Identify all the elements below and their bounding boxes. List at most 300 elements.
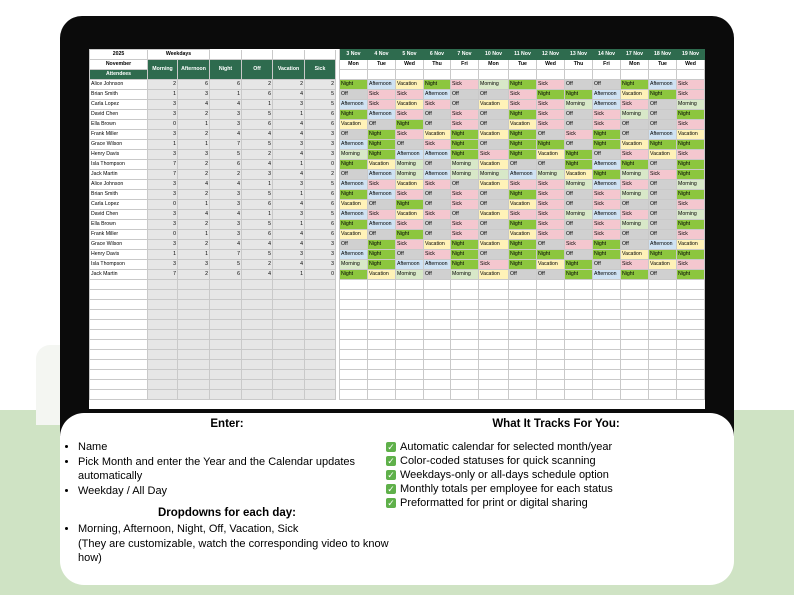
blank-cell[interactable] bbox=[677, 70, 705, 80]
empty-cell[interactable] bbox=[242, 300, 273, 310]
status-cell[interactable]: Night bbox=[424, 80, 451, 90]
empty-cell[interactable] bbox=[565, 300, 593, 310]
status-cell[interactable]: Morning bbox=[396, 160, 424, 170]
status-cell[interactable]: Morning bbox=[677, 180, 705, 190]
count-cell[interactable]: 4 bbox=[242, 160, 273, 170]
status-cell[interactable]: Morning bbox=[621, 220, 649, 230]
empty-cell[interactable] bbox=[242, 290, 273, 300]
count-cell[interactable]: 5 bbox=[242, 220, 273, 230]
status-cell[interactable]: Night bbox=[340, 160, 368, 170]
empty-cell[interactable] bbox=[148, 320, 178, 330]
status-cell[interactable]: Afternoon bbox=[368, 170, 396, 180]
count-cell[interactable]: 1 bbox=[242, 210, 273, 220]
count-cell[interactable]: 6 bbox=[305, 110, 336, 120]
empty-cell[interactable] bbox=[242, 380, 273, 390]
status-cell[interactable]: Off bbox=[424, 220, 451, 230]
weekday-header[interactable]: Tue bbox=[509, 60, 537, 70]
status-cell[interactable]: Sick bbox=[537, 100, 565, 110]
count-cell[interactable]: 2 bbox=[242, 260, 273, 270]
attendee-name[interactable]: David Chen bbox=[90, 210, 148, 220]
empty-cell[interactable] bbox=[396, 280, 424, 290]
blank-cell[interactable] bbox=[593, 70, 621, 80]
empty-cell[interactable] bbox=[509, 390, 537, 400]
count-cell[interactable]: 7 bbox=[210, 140, 242, 150]
empty-cell[interactable] bbox=[677, 350, 705, 360]
count-cell[interactable]: 3 bbox=[148, 130, 178, 140]
empty-cell[interactable] bbox=[396, 370, 424, 380]
status-cell[interactable]: Off bbox=[565, 190, 593, 200]
status-cell[interactable]: Off bbox=[565, 220, 593, 230]
status-cell[interactable]: Vacation bbox=[340, 230, 368, 240]
status-cell[interactable]: Night bbox=[621, 270, 649, 280]
header-blank[interactable] bbox=[242, 50, 273, 60]
status-cell[interactable]: Off bbox=[424, 160, 451, 170]
count-cell[interactable]: 4 bbox=[273, 170, 305, 180]
status-cell[interactable]: Night bbox=[368, 140, 396, 150]
empty-cell[interactable] bbox=[509, 300, 537, 310]
status-cell[interactable]: Night bbox=[537, 250, 565, 260]
empty-cell[interactable] bbox=[273, 280, 305, 290]
count-cell[interactable]: 5 bbox=[305, 100, 336, 110]
count-cell[interactable]: 3 bbox=[210, 230, 242, 240]
mode-cell[interactable]: Weekdays bbox=[148, 50, 210, 60]
status-cell[interactable]: Sick bbox=[677, 80, 705, 90]
empty-cell[interactable] bbox=[479, 280, 509, 290]
status-cell[interactable]: Night bbox=[649, 250, 677, 260]
status-cell[interactable]: Afternoon bbox=[368, 220, 396, 230]
count-cell[interactable]: 1 bbox=[178, 250, 210, 260]
status-cell[interactable]: Night bbox=[451, 250, 479, 260]
count-cell[interactable]: 1 bbox=[273, 270, 305, 280]
status-cell[interactable]: Vacation bbox=[509, 120, 537, 130]
attendees-header[interactable]: Attendees bbox=[90, 70, 148, 80]
empty-cell[interactable] bbox=[90, 380, 148, 390]
empty-cell[interactable] bbox=[677, 290, 705, 300]
weekday-header[interactable]: Mon bbox=[340, 60, 368, 70]
empty-cell[interactable] bbox=[677, 390, 705, 400]
status-cell[interactable]: Night bbox=[593, 170, 621, 180]
empty-cell[interactable] bbox=[90, 390, 148, 400]
count-cell[interactable]: 7 bbox=[148, 270, 178, 280]
empty-cell[interactable] bbox=[305, 280, 336, 290]
attendee-name[interactable]: Jack Martin bbox=[90, 270, 148, 280]
empty-cell[interactable] bbox=[273, 300, 305, 310]
status-cell[interactable]: Sick bbox=[677, 150, 705, 160]
status-cell[interactable]: Off bbox=[565, 80, 593, 90]
count-cell[interactable]: 6 bbox=[210, 270, 242, 280]
empty-cell[interactable] bbox=[305, 390, 336, 400]
count-cell[interactable]: 3 bbox=[148, 210, 178, 220]
empty-cell[interactable] bbox=[649, 300, 677, 310]
status-cell[interactable]: Sick bbox=[424, 100, 451, 110]
status-cell[interactable]: Vacation bbox=[424, 240, 451, 250]
count-cell[interactable]: 1 bbox=[148, 90, 178, 100]
empty-cell[interactable] bbox=[396, 360, 424, 370]
count-cell[interactable]: 3 bbox=[178, 90, 210, 100]
status-cell[interactable]: Off bbox=[451, 90, 479, 100]
weekday-header[interactable]: Mon bbox=[479, 60, 509, 70]
count-cell[interactable]: 4 bbox=[273, 240, 305, 250]
empty-cell[interactable] bbox=[451, 310, 479, 320]
attendee-name[interactable]: Jack Martin bbox=[90, 170, 148, 180]
empty-cell[interactable] bbox=[148, 390, 178, 400]
status-cell[interactable]: Afternoon bbox=[649, 130, 677, 140]
attendee-name[interactable]: Brian Smith bbox=[90, 190, 148, 200]
empty-cell[interactable] bbox=[451, 320, 479, 330]
status-cell[interactable]: Sick bbox=[677, 120, 705, 130]
status-cell[interactable]: Night bbox=[396, 200, 424, 210]
empty-cell[interactable] bbox=[242, 360, 273, 370]
status-cell[interactable]: Night bbox=[340, 220, 368, 230]
status-cell[interactable]: Sick bbox=[424, 250, 451, 260]
status-cell[interactable]: Sick bbox=[677, 260, 705, 270]
count-cell[interactable]: 4 bbox=[178, 100, 210, 110]
attendee-name[interactable]: Frank Miller bbox=[90, 130, 148, 140]
status-cell[interactable]: Vacation bbox=[396, 80, 424, 90]
count-cell[interactable]: 3 bbox=[273, 180, 305, 190]
empty-cell[interactable] bbox=[340, 350, 368, 360]
empty-cell[interactable] bbox=[593, 290, 621, 300]
empty-cell[interactable] bbox=[340, 290, 368, 300]
status-cell[interactable]: Afternoon bbox=[340, 140, 368, 150]
count-cell[interactable]: 3 bbox=[305, 240, 336, 250]
count-cell[interactable]: 2 bbox=[242, 80, 273, 90]
status-cell[interactable]: Night bbox=[677, 250, 705, 260]
date-header[interactable]: 17 Nov bbox=[621, 50, 649, 60]
status-cell[interactable]: Night bbox=[621, 80, 649, 90]
empty-cell[interactable] bbox=[210, 370, 242, 380]
empty-cell[interactable] bbox=[537, 370, 565, 380]
status-cell[interactable]: Afternoon bbox=[396, 150, 424, 160]
status-cell[interactable]: Sick bbox=[424, 210, 451, 220]
empty-cell[interactable] bbox=[210, 290, 242, 300]
empty-cell[interactable] bbox=[593, 320, 621, 330]
status-cell[interactable]: Night bbox=[509, 250, 537, 260]
empty-cell[interactable] bbox=[621, 280, 649, 290]
count-cell[interactable]: 3 bbox=[242, 170, 273, 180]
status-cell[interactable]: Off bbox=[479, 190, 509, 200]
status-cell[interactable]: Off bbox=[340, 130, 368, 140]
count-cell[interactable]: 4 bbox=[273, 120, 305, 130]
empty-cell[interactable] bbox=[649, 310, 677, 320]
status-cell[interactable]: Afternoon bbox=[424, 150, 451, 160]
status-cell[interactable]: Off bbox=[451, 210, 479, 220]
empty-cell[interactable] bbox=[178, 360, 210, 370]
weekday-header[interactable]: Wed bbox=[537, 60, 565, 70]
empty-cell[interactable] bbox=[396, 300, 424, 310]
status-cell[interactable]: Off bbox=[621, 130, 649, 140]
empty-cell[interactable] bbox=[649, 340, 677, 350]
empty-cell[interactable] bbox=[424, 310, 451, 320]
status-cell[interactable]: Vacation bbox=[649, 150, 677, 160]
empty-cell[interactable] bbox=[677, 320, 705, 330]
empty-cell[interactable] bbox=[621, 380, 649, 390]
status-cell[interactable]: Night bbox=[565, 160, 593, 170]
status-cell[interactable]: Afternoon bbox=[396, 260, 424, 270]
status-cell[interactable]: Night bbox=[368, 260, 396, 270]
status-cell[interactable]: Night bbox=[340, 190, 368, 200]
status-cell[interactable]: Off bbox=[649, 230, 677, 240]
status-cell[interactable]: Sick bbox=[396, 110, 424, 120]
empty-cell[interactable] bbox=[178, 340, 210, 350]
status-cell[interactable]: Sick bbox=[509, 180, 537, 190]
status-cell[interactable]: Sick bbox=[396, 190, 424, 200]
empty-cell[interactable] bbox=[479, 320, 509, 330]
status-cell[interactable]: Sick bbox=[451, 190, 479, 200]
count-cell[interactable]: 1 bbox=[273, 190, 305, 200]
empty-cell[interactable] bbox=[537, 320, 565, 330]
count-cell[interactable]: 0 bbox=[148, 120, 178, 130]
status-cell[interactable]: Night bbox=[677, 140, 705, 150]
empty-cell[interactable] bbox=[593, 310, 621, 320]
count-cell[interactable]: 3 bbox=[305, 260, 336, 270]
empty-cell[interactable] bbox=[509, 360, 537, 370]
count-cell[interactable]: 1 bbox=[148, 250, 178, 260]
attendee-name[interactable]: Isla Thompson bbox=[90, 160, 148, 170]
status-cell[interactable]: Vacation bbox=[479, 130, 509, 140]
status-cell[interactable]: Night bbox=[340, 270, 368, 280]
status-cell[interactable]: Night bbox=[509, 190, 537, 200]
empty-cell[interactable] bbox=[621, 360, 649, 370]
status-cell[interactable]: Night bbox=[677, 160, 705, 170]
empty-cell[interactable] bbox=[593, 370, 621, 380]
status-cell[interactable]: Night bbox=[451, 140, 479, 150]
empty-cell[interactable] bbox=[593, 300, 621, 310]
empty-cell[interactable] bbox=[424, 340, 451, 350]
status-cell[interactable]: Night bbox=[368, 250, 396, 260]
status-cell[interactable]: Sick bbox=[451, 110, 479, 120]
empty-cell[interactable] bbox=[677, 330, 705, 340]
attendee-name[interactable]: Carla Lopez bbox=[90, 200, 148, 210]
status-cell[interactable]: Vacation bbox=[649, 260, 677, 270]
count-cell[interactable]: 4 bbox=[273, 130, 305, 140]
empty-cell[interactable] bbox=[621, 350, 649, 360]
status-cell[interactable]: Night bbox=[677, 220, 705, 230]
date-header[interactable]: 4 Nov bbox=[368, 50, 396, 60]
status-cell[interactable]: Sick bbox=[565, 130, 593, 140]
status-cell[interactable]: Night bbox=[649, 90, 677, 100]
empty-cell[interactable] bbox=[90, 280, 148, 290]
count-cell[interactable]: 1 bbox=[178, 140, 210, 150]
empty-cell[interactable] bbox=[368, 300, 396, 310]
empty-cell[interactable] bbox=[178, 350, 210, 360]
empty-cell[interactable] bbox=[677, 340, 705, 350]
status-cell[interactable]: Off bbox=[479, 200, 509, 210]
status-cell[interactable]: Sick bbox=[479, 150, 509, 160]
empty-cell[interactable] bbox=[242, 350, 273, 360]
count-cell[interactable]: 1 bbox=[178, 230, 210, 240]
status-cell[interactable]: Night bbox=[451, 260, 479, 270]
count-cell[interactable]: 2 bbox=[273, 80, 305, 90]
empty-cell[interactable] bbox=[451, 370, 479, 380]
empty-cell[interactable] bbox=[210, 310, 242, 320]
date-header[interactable]: 3 Nov bbox=[340, 50, 368, 60]
count-cell[interactable]: 3 bbox=[305, 150, 336, 160]
empty-cell[interactable] bbox=[273, 390, 305, 400]
status-cell[interactable]: Night bbox=[509, 220, 537, 230]
count-cell[interactable]: 3 bbox=[273, 100, 305, 110]
empty-cell[interactable] bbox=[424, 360, 451, 370]
header-blank[interactable] bbox=[210, 50, 242, 60]
count-cell[interactable]: 5 bbox=[242, 190, 273, 200]
status-cell[interactable]: Afternoon bbox=[593, 90, 621, 100]
empty-cell[interactable] bbox=[305, 320, 336, 330]
status-cell[interactable]: Morning bbox=[565, 180, 593, 190]
status-cell[interactable]: Morning bbox=[396, 270, 424, 280]
count-cell[interactable]: 3 bbox=[148, 180, 178, 190]
count-cell[interactable]: 3 bbox=[210, 120, 242, 130]
empty-cell[interactable] bbox=[273, 370, 305, 380]
blank-cell[interactable] bbox=[621, 70, 649, 80]
status-cell[interactable]: Night bbox=[368, 240, 396, 250]
status-cell[interactable]: Sick bbox=[368, 100, 396, 110]
empty-cell[interactable] bbox=[621, 320, 649, 330]
count-cell[interactable]: 2 bbox=[178, 110, 210, 120]
empty-cell[interactable] bbox=[451, 380, 479, 390]
status-cell[interactable]: Off bbox=[368, 230, 396, 240]
status-cell[interactable]: Night bbox=[509, 150, 537, 160]
empty-cell[interactable] bbox=[649, 370, 677, 380]
status-cell[interactable]: Off bbox=[565, 120, 593, 130]
status-cell[interactable]: Afternoon bbox=[340, 100, 368, 110]
status-cell[interactable]: Afternoon bbox=[593, 210, 621, 220]
empty-cell[interactable] bbox=[368, 330, 396, 340]
status-cell[interactable]: Night bbox=[509, 260, 537, 270]
status-cell[interactable]: Vacation bbox=[424, 130, 451, 140]
status-cell[interactable]: Off bbox=[479, 90, 509, 100]
empty-cell[interactable] bbox=[90, 340, 148, 350]
status-cell[interactable]: Night bbox=[509, 240, 537, 250]
empty-cell[interactable] bbox=[424, 350, 451, 360]
empty-cell[interactable] bbox=[305, 360, 336, 370]
status-cell[interactable]: Morning bbox=[621, 110, 649, 120]
empty-cell[interactable] bbox=[305, 310, 336, 320]
status-cell[interactable]: Sick bbox=[396, 130, 424, 140]
status-cell[interactable]: Vacation bbox=[396, 210, 424, 220]
status-cell[interactable]: Off bbox=[368, 200, 396, 210]
empty-cell[interactable] bbox=[479, 340, 509, 350]
empty-cell[interactable] bbox=[451, 340, 479, 350]
status-cell[interactable]: Off bbox=[340, 240, 368, 250]
status-cell[interactable]: Sick bbox=[424, 180, 451, 190]
empty-cell[interactable] bbox=[242, 390, 273, 400]
status-cell[interactable]: Off bbox=[396, 140, 424, 150]
empty-cell[interactable] bbox=[424, 300, 451, 310]
status-cell[interactable]: Sick bbox=[537, 180, 565, 190]
status-cell[interactable]: Night bbox=[451, 150, 479, 160]
status-cell[interactable]: Off bbox=[509, 160, 537, 170]
date-header[interactable]: 5 Nov bbox=[396, 50, 424, 60]
blank-cell[interactable] bbox=[340, 70, 368, 80]
attendee-name[interactable]: Frank Miller bbox=[90, 230, 148, 240]
status-cell[interactable]: Sick bbox=[451, 220, 479, 230]
empty-cell[interactable] bbox=[565, 360, 593, 370]
empty-cell[interactable] bbox=[451, 290, 479, 300]
count-cell[interactable]: 2 bbox=[242, 150, 273, 160]
empty-cell[interactable] bbox=[210, 300, 242, 310]
empty-cell[interactable] bbox=[509, 280, 537, 290]
empty-cell[interactable] bbox=[210, 360, 242, 370]
count-cell[interactable]: 6 bbox=[242, 200, 273, 210]
status-cell[interactable]: Morning bbox=[565, 210, 593, 220]
count-cell[interactable]: 3 bbox=[148, 150, 178, 160]
status-cell[interactable]: Afternoon bbox=[509, 170, 537, 180]
status-cell[interactable]: Off bbox=[621, 240, 649, 250]
attendee-name[interactable]: Isla Thompson bbox=[90, 260, 148, 270]
status-cell[interactable]: Off bbox=[340, 170, 368, 180]
empty-cell[interactable] bbox=[565, 340, 593, 350]
blank-cell[interactable] bbox=[424, 70, 451, 80]
empty-cell[interactable] bbox=[593, 340, 621, 350]
empty-cell[interactable] bbox=[340, 360, 368, 370]
empty-cell[interactable] bbox=[537, 350, 565, 360]
status-cell[interactable]: Night bbox=[340, 110, 368, 120]
status-cell[interactable]: Sick bbox=[593, 220, 621, 230]
weekday-header[interactable]: Wed bbox=[396, 60, 424, 70]
count-cell[interactable]: 4 bbox=[210, 130, 242, 140]
status-cell[interactable]: Sick bbox=[593, 230, 621, 240]
empty-cell[interactable] bbox=[479, 370, 509, 380]
status-cell[interactable]: Sick bbox=[396, 90, 424, 100]
count-cell[interactable]: 3 bbox=[178, 150, 210, 160]
count-cell[interactable]: 2 bbox=[178, 240, 210, 250]
count-cell[interactable]: 3 bbox=[178, 260, 210, 270]
status-cell[interactable]: Off bbox=[424, 110, 451, 120]
empty-cell[interactable] bbox=[565, 350, 593, 360]
empty-cell[interactable] bbox=[677, 280, 705, 290]
empty-cell[interactable] bbox=[210, 280, 242, 290]
count-cell[interactable]: 0 bbox=[305, 160, 336, 170]
status-cell[interactable]: Night bbox=[451, 240, 479, 250]
status-cell[interactable]: Night bbox=[565, 270, 593, 280]
count-cell[interactable]: 2 bbox=[210, 170, 242, 180]
count-cell[interactable]: 3 bbox=[273, 250, 305, 260]
empty-cell[interactable] bbox=[479, 380, 509, 390]
empty-cell[interactable] bbox=[593, 350, 621, 360]
empty-cell[interactable] bbox=[242, 340, 273, 350]
empty-cell[interactable] bbox=[509, 380, 537, 390]
status-cell[interactable]: Night bbox=[593, 130, 621, 140]
status-cell[interactable]: Night bbox=[677, 170, 705, 180]
count-cell[interactable]: 1 bbox=[273, 110, 305, 120]
status-cell[interactable]: Vacation bbox=[537, 150, 565, 160]
status-cell[interactable]: Off bbox=[368, 120, 396, 130]
empty-cell[interactable] bbox=[340, 330, 368, 340]
empty-cell[interactable] bbox=[509, 290, 537, 300]
empty-cell[interactable] bbox=[565, 330, 593, 340]
empty-cell[interactable] bbox=[178, 310, 210, 320]
status-cell[interactable]: Off bbox=[537, 160, 565, 170]
status-cell[interactable]: Vacation bbox=[509, 200, 537, 210]
empty-cell[interactable] bbox=[368, 380, 396, 390]
count-cell[interactable]: 4 bbox=[273, 200, 305, 210]
status-cell[interactable]: Afternoon bbox=[340, 180, 368, 190]
empty-cell[interactable] bbox=[451, 360, 479, 370]
empty-cell[interactable] bbox=[273, 310, 305, 320]
status-cell[interactable]: Vacation bbox=[479, 100, 509, 110]
attendee-name[interactable]: Henry Davis bbox=[90, 150, 148, 160]
empty-cell[interactable] bbox=[479, 360, 509, 370]
count-cell[interactable]: 6 bbox=[242, 120, 273, 130]
status-cell[interactable]: Sick bbox=[396, 220, 424, 230]
empty-cell[interactable] bbox=[273, 380, 305, 390]
empty-cell[interactable] bbox=[649, 380, 677, 390]
status-cell[interactable]: Night bbox=[565, 90, 593, 100]
empty-cell[interactable] bbox=[479, 390, 509, 400]
status-cell[interactable]: Vacation bbox=[677, 240, 705, 250]
empty-cell[interactable] bbox=[451, 350, 479, 360]
empty-cell[interactable] bbox=[451, 300, 479, 310]
